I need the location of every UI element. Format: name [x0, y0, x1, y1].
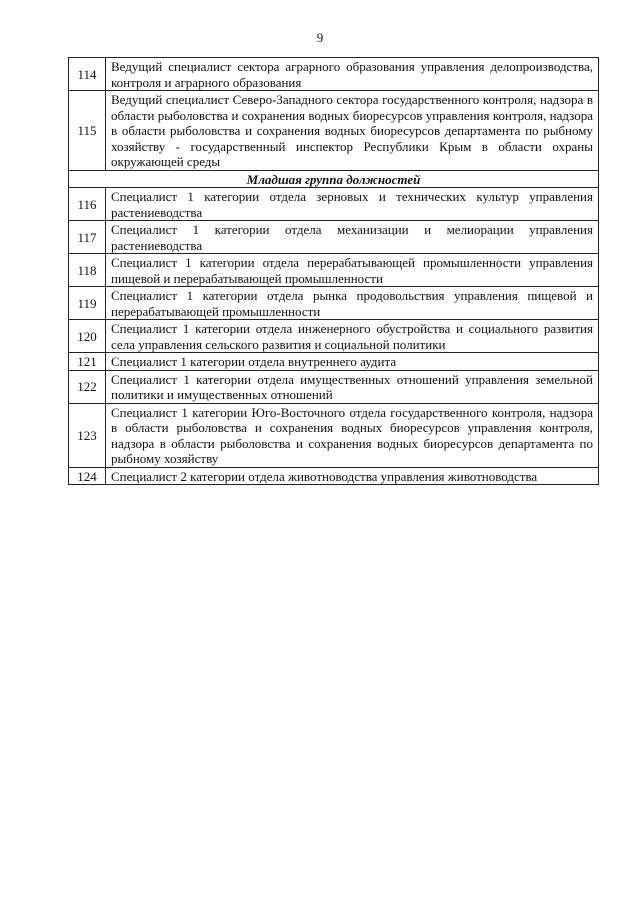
position-title: Ведущий специалист сектора аграрного образования управления делопроизводства, контроля и аграрного образования	[106, 58, 599, 91]
position-title: Специалист 2 категории отдела животноводства управления животноводства	[106, 467, 599, 485]
table-row	[69, 467, 599, 485]
row-number: 118	[69, 254, 106, 287]
group-heading: Младшая группа должностей	[69, 170, 599, 188]
table-row	[69, 221, 599, 254]
position-title: Специалист 1 категории Юго-Восточного отдела государственного контроля, надзора в области рыболовства и сохранения водных биоресурсов управления контроля, надзора в области рыболовства и сохранения водных биоресурсов департамента по рыбному хозяйству	[106, 403, 599, 467]
positions-table-body	[69, 58, 599, 485]
position-title: Специалист 1 категории отдела перерабатывающей промышленности управления пищевой и перерабатывающей промышленности	[106, 254, 599, 287]
table-row	[69, 91, 599, 171]
row-number: 114	[69, 58, 106, 91]
table-row	[69, 254, 599, 287]
row-number: 117	[69, 221, 106, 254]
row-number: 124	[69, 467, 106, 485]
positions-table	[68, 57, 599, 485]
position-title: Специалист 1 категории отдела рынка продовольствия управления пищевой и перерабатывающей промышленности	[106, 287, 599, 320]
position-title: Специалист 1 категории отдела зерновых и технических культур управления растениеводства	[106, 188, 599, 221]
row-number: 116	[69, 188, 106, 221]
position-title: Специалист 1 категории отдела внутреннего аудита	[106, 353, 599, 371]
row-number: 123	[69, 403, 106, 467]
row-number: 122	[69, 370, 106, 403]
table-row	[69, 320, 599, 353]
page-number: 9	[316, 30, 324, 45]
table-row	[69, 370, 599, 403]
position-title: Специалист 1 категории отдела имущественных отношений управления земельной политики и имущественных отношений	[106, 370, 599, 403]
table-row	[69, 353, 599, 371]
position-title: Специалист 1 категории отдела механизации и мелиорации управления растениеводства	[106, 221, 599, 254]
row-number: 119	[69, 287, 106, 320]
row-number: 121	[69, 353, 106, 371]
position-title: Специалист 1 категории отдела инженерного обустройства и социального развития села управления сельского развития и социальной политики	[106, 320, 599, 353]
row-number: 115	[69, 91, 106, 171]
table-row	[69, 287, 599, 320]
row-number: 120	[69, 320, 106, 353]
table-row	[69, 403, 599, 467]
position-title: Ведущий специалист Северо-Западного сектора государственного контроля, надзора в области рыболовства и сохранения водных биоресурсов управления контроля, надзора в области рыболовства и сохранения водных биоресурсов департамента по рыбному хозяйству - государственный инспектор Республики Крым в области охраны окружающей среды	[106, 91, 599, 171]
group-heading-row	[69, 170, 599, 188]
table-row	[69, 188, 599, 221]
table-row	[69, 58, 599, 91]
